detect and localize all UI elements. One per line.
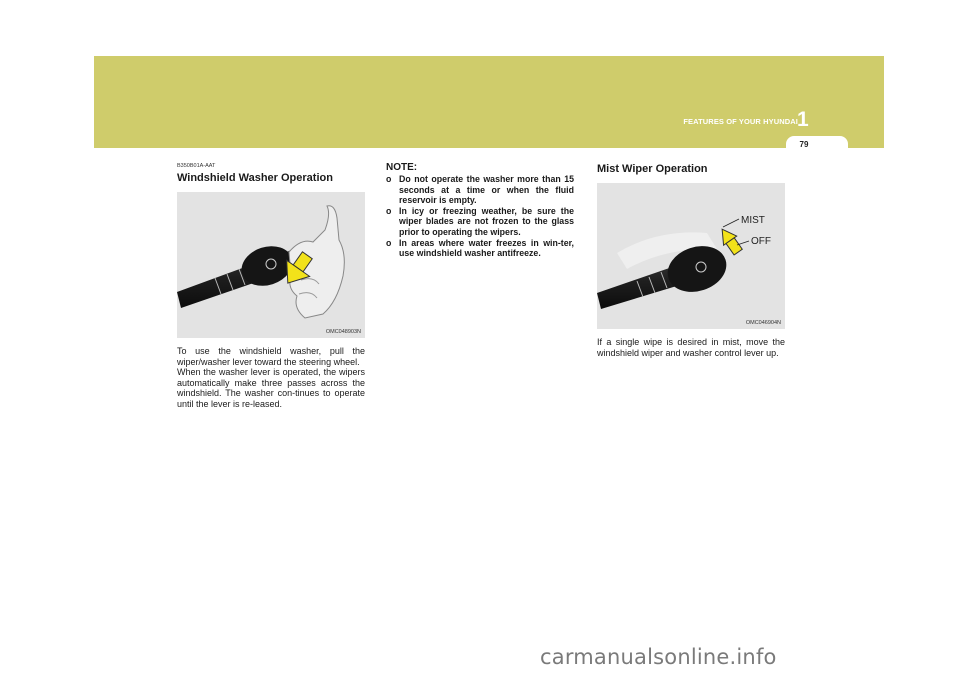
chapter-number: 1	[797, 108, 809, 131]
off-label: OFF	[751, 236, 771, 247]
mist-wiper-section	[597, 162, 785, 358]
paragraph-2: When the washer lever is operated, the wipers automatically make three passes across the windshield. The washer con-tinues to operate until the lever is re-leased.	[177, 367, 365, 409]
paragraph: If a single wipe is desired in mist, move the windshield wiper and washer control lever up.	[597, 337, 785, 358]
watermark: carmanualsonline.info	[540, 645, 777, 669]
note-list	[386, 174, 574, 259]
note-item	[386, 238, 574, 259]
bullet-marker: o	[386, 174, 392, 184]
windshield-washer-section	[177, 162, 365, 410]
page-number: 79	[799, 140, 809, 149]
washer-lever-figure	[177, 192, 365, 338]
mist-lever-figure	[597, 183, 785, 329]
bullet-marker: o	[386, 237, 392, 248]
header-band	[94, 56, 884, 148]
note-item	[386, 174, 574, 206]
section-title: Windshield Washer Operation	[177, 172, 333, 184]
mist-label: MIST	[741, 215, 765, 226]
note-text: Do not operate the washer more than 15 seconds at a time or when the fluid reservoir is empty.	[399, 174, 574, 206]
note-item	[386, 206, 574, 238]
note-section	[386, 162, 574, 259]
section-title: Mist Wiper Operation	[597, 163, 708, 175]
note-title: NOTE:	[386, 162, 418, 173]
bullet-marker: o	[386, 205, 392, 216]
note-text: In icy or freezing weather, be sure the wiper blades are not frozen to the glass prior to operating the wipers.	[399, 205, 574, 237]
chapter-title: FEATURES OF YOUR HYUNDAI	[683, 117, 798, 126]
washer-lever-illustration	[177, 192, 365, 338]
paragraph-1: To use the windshield washer, pull the wiper/washer lever toward the steering wheel.	[177, 346, 365, 367]
note-text: In areas where water freezes in win-ter, use windshield washer antifreeze.	[399, 237, 574, 259]
figure-code: OMC048903N	[325, 329, 361, 335]
figure-code: OMC046904N	[745, 320, 781, 326]
section-code: B350B01A-AAT	[177, 163, 216, 169]
mist-lever-illustration	[597, 183, 785, 329]
